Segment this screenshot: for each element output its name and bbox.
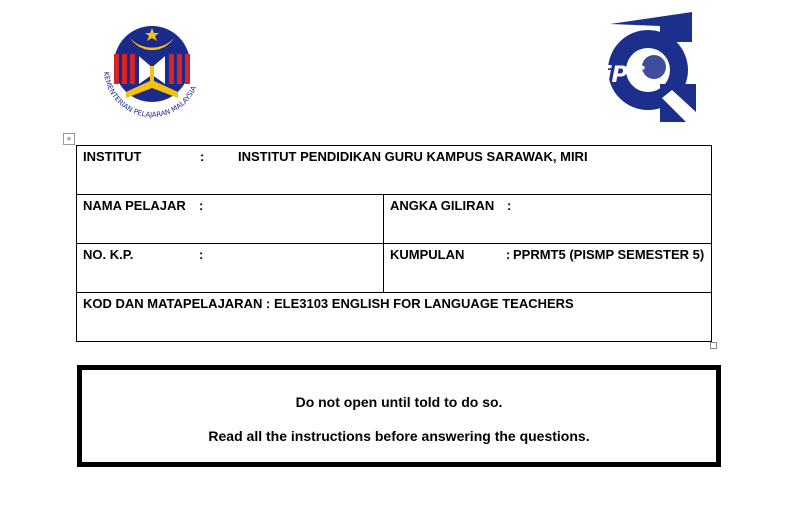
- institut-colon: :: [200, 149, 205, 164]
- kod-label: KOD DAN MATAPELAJARAN: [83, 296, 263, 311]
- nama-pelajar-label: NAMA PELAJAR: [83, 198, 186, 213]
- ipg-logo-text: iPG: [604, 63, 646, 88]
- table-move-handle-icon[interactable]: +: [63, 133, 75, 145]
- instructions-box: [77, 365, 721, 467]
- crest-text: KEMENTERIAN PELAJARAN MALAYSIA: [102, 71, 199, 120]
- institut-label: INSTITUT: [83, 149, 142, 164]
- kumpulan-cell[interactable]: [384, 244, 712, 293]
- nama-pelajar-colon: :: [199, 198, 204, 213]
- kumpulan-label: KUMPULAN: [390, 247, 465, 262]
- angka-giliran-cell[interactable]: [384, 195, 712, 244]
- student-info-table: [76, 145, 712, 342]
- no-kp-cell[interactable]: [77, 244, 384, 293]
- institut-cell[interactable]: [77, 146, 712, 195]
- kod-matapelajaran-cell[interactable]: [77, 293, 712, 342]
- kumpulan-value: PPRMT5 (PISMP SEMESTER 5): [513, 247, 705, 262]
- no-kp-label: NO. K.P.: [83, 247, 134, 262]
- nama-pelajar-cell[interactable]: [77, 195, 384, 244]
- institut-value: INSTITUT PENDIDIKAN GURU KAMPUS SARAWAK, MIRI: [238, 149, 588, 164]
- kumpulan-colon: :: [506, 247, 511, 262]
- notice-line-2: Read all the instructions before answering the questions.: [208, 428, 590, 444]
- kod-colon: :: [265, 296, 271, 311]
- kementerian-pelajaran-malaysia-logo: [92, 14, 212, 134]
- kod-value: ELE3103 ENGLISH FOR LANGUAGE TEACHERS: [273, 296, 574, 311]
- angka-giliran-label: ANGKA GILIRAN: [390, 198, 495, 213]
- table-resize-handle[interactable]: [710, 342, 717, 349]
- angka-giliran-colon: :: [507, 198, 512, 213]
- no-kp-colon: :: [199, 247, 204, 262]
- notice-line-1: Do not open until told to do so.: [295, 394, 503, 410]
- ipg-logo: [600, 12, 696, 122]
